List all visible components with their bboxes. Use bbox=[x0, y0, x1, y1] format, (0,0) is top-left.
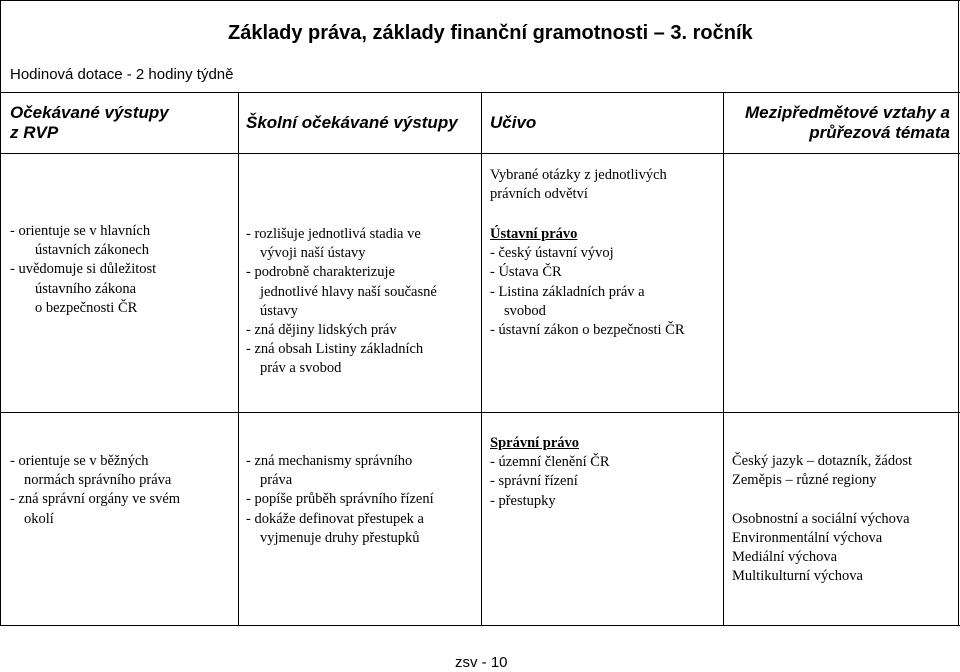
table-border-bottom bbox=[0, 625, 960, 626]
table-border-left bbox=[0, 0, 1, 626]
row2-school-outputs bbox=[246, 452, 434, 548]
col-divider-3 bbox=[723, 93, 724, 626]
text-line: vývoji naší ústavy bbox=[260, 245, 366, 262]
text-line: - popíše průběh správního řízení bbox=[246, 491, 434, 508]
text-line: - správní řízení bbox=[490, 473, 578, 490]
text-line: - orientuje se v hlavních bbox=[10, 223, 151, 239]
text-line: Multikulturní výchova bbox=[732, 568, 863, 585]
text-line: o bezpečnosti ČR bbox=[35, 299, 138, 316]
section-heading-administrative-law: Správní právo bbox=[490, 435, 580, 451]
text-line: ústavy bbox=[260, 302, 298, 319]
row-divider-header bbox=[0, 153, 960, 154]
row-divider-1 bbox=[0, 412, 960, 413]
text-line: - dokáže definovat přestupek a bbox=[246, 510, 424, 527]
text-line: - Listina základních práv a bbox=[490, 283, 645, 300]
table-border-right bbox=[958, 0, 959, 626]
text-line: práv a svobod bbox=[260, 360, 342, 377]
col-divider-1 bbox=[238, 93, 239, 626]
text-line: - Ústava ČR bbox=[490, 264, 562, 281]
text-line: - zná dějiny lidských práv bbox=[246, 322, 397, 339]
text-line: okolí bbox=[24, 510, 54, 527]
text-line: - územní členění ČR bbox=[490, 454, 610, 471]
row1-school-outputs bbox=[246, 225, 437, 379]
text-line: - rozlišuje jednotlivá stadia ve bbox=[246, 226, 421, 242]
text-line: jednotlivé hlavy naší současné bbox=[260, 283, 437, 300]
text-line: Mediální výchova bbox=[732, 549, 838, 565]
hours-line: Hodinová dotace - 2 hodiny týdně bbox=[10, 66, 234, 83]
col-divider-2 bbox=[481, 93, 482, 626]
header-expected-outputs-rvp bbox=[10, 103, 169, 143]
text-line: Vybrané otázky z jednotlivých bbox=[490, 167, 667, 183]
section-heading-constitutional-law: Ústavní právo bbox=[490, 226, 578, 242]
text-line: - český ústavní vývoj bbox=[490, 245, 614, 262]
text-line: Český jazyk – dotazník, žádost bbox=[732, 453, 912, 469]
header-line: průřezová témata bbox=[809, 123, 950, 142]
header-line: z RVP bbox=[10, 123, 59, 142]
row2-rvp-outputs bbox=[10, 452, 180, 529]
text-line: - podrobně charakterizuje bbox=[246, 264, 395, 281]
text-line: - zná správní orgány ve svém bbox=[10, 491, 181, 508]
text-line bbox=[732, 490, 912, 509]
header-line: Školní očekávané výstupy bbox=[246, 113, 458, 132]
text-line: Zeměpis – různé regiony bbox=[732, 472, 877, 489]
text-line: ústavních zákonech bbox=[35, 242, 149, 259]
text-line: - zná mechanismy správního bbox=[246, 453, 413, 469]
row1-curriculum-intro bbox=[490, 166, 667, 204]
text-line: - zná obsah Listiny základních bbox=[246, 341, 424, 358]
row2-curriculum bbox=[490, 434, 610, 511]
page-footer: zsv - 10 bbox=[455, 654, 508, 671]
text-line: - orientuje se v běžných bbox=[10, 453, 149, 469]
header-cross-curricular bbox=[732, 103, 950, 143]
row2-cross-curricular bbox=[732, 452, 912, 586]
text-line: - ústavní zákon o bezpečnosti ČR bbox=[490, 322, 685, 339]
text-line: - uvědomuje si důležitost bbox=[10, 261, 157, 278]
header-school-outputs bbox=[246, 113, 458, 133]
text-line: vyjmenuje druhy přestupků bbox=[260, 529, 420, 546]
header-line: Mezipředmětové vztahy a bbox=[744, 103, 950, 122]
text-line: Environmentální výchova bbox=[732, 529, 883, 546]
text-line: práva bbox=[260, 472, 293, 489]
text-line: právních odvětví bbox=[490, 186, 588, 203]
table-border-top bbox=[0, 0, 960, 1]
text-line: svobod bbox=[504, 302, 546, 319]
header-line: Učivo bbox=[490, 113, 537, 132]
header-curriculum bbox=[490, 113, 536, 133]
text-line: Osobnostní a sociální výchova bbox=[732, 510, 910, 527]
row1-rvp-outputs bbox=[10, 222, 156, 318]
text-line: ústavního zákona bbox=[35, 280, 137, 297]
text-line: - přestupky bbox=[490, 492, 556, 509]
text-line: normách správního práva bbox=[24, 472, 172, 489]
page-title: Základy práva, základy finanční gramotnosti – 3. ročník bbox=[228, 22, 753, 44]
row-divider-title bbox=[0, 92, 960, 93]
header-line: Očekávané výstupy bbox=[10, 103, 169, 122]
row1-curriculum bbox=[490, 225, 685, 340]
